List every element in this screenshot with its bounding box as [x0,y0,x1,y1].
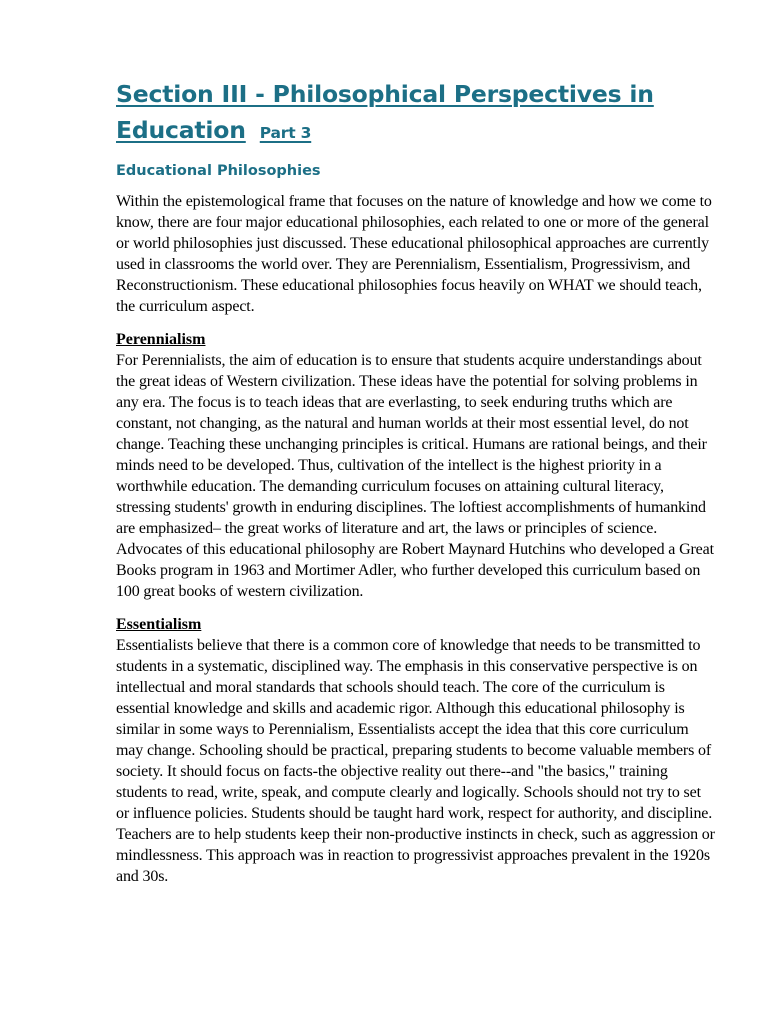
intro-paragraph: Within the epistemological frame that focuses on the nature of knowledge and how we come to know, there are four major educational philosophies, each related to one or more of the general or world philosophies just discussed. These educational philosophical approaches are currently used in classrooms the world over. They are Perennialism, Essentialism, Progressivism, and Reconstructionism. These educational philosophies focus heavily on WHAT we should teach, the curriculum aspect. [116,193,712,315]
document-page [116,76,716,887]
subheading: Educational Philosophies [116,163,321,179]
section-essentialism [116,614,716,887]
section-body: Essentialists believe that there is a common core of knowledge that needs to be transmitted to students in a systematic, disciplined way. The emphasis in this conservative perspective is on intellectual and moral standards that schools should teach. The core of the curriculum is essential knowledge and skills and academic rigor. Although this educational philosophy is similar in some ways to Perennialism, Essentialists accept the idea that this core curriculum may change. Schooling should be practical, preparing students to become valuable members of society. It should focus on facts-the objective reality out there--and "the basics," training students to read, write, speak, and compute clearly and logically. Schools should not try to set or influence policies. Students should be taught hard work, respect for authority, and discipline. Teachers are to help students keep their non-productive instincts in check, such as aggression or mindlessness. This approach was in reaction to progressivist approaches prevalent in the 1920s and 30s. [116,637,715,885]
part-label: Part 3 [259,124,312,142]
section-heading: Essentialism [116,616,202,633]
section-heading: Perennialism [116,331,206,348]
section-body: For Perennialists, the aim of education is to ensure that students acquire understandings about the great ideas of Western civilization. These ideas have the potential for solving problems in any era. The focus is to teach ideas that are everlasting, to seek enduring truths which are constant, not changing, as the natural and human worlds at their most essential level, do not change. Teaching these unchanging principles is critical. Humans are rational beings, and their minds need to be developed. Thus, cultivation of the intellect is the highest priority in a worthwhile education. The demanding curriculum focuses on attaining cultural literacy, stressing students' growth in enduring disciplines. The loftiest accomplishments of humankind are emphasized– the great works of literature and art, the laws or principles of science. Advocates of this educational philosophy are Robert Maynard Hutchins who developed a Great Books program in 1963 and Mortimer Adler, who further developed this curriculum based on 100 great books of western civilization. [116,352,714,600]
section-perennialism [116,329,716,602]
section-title-text: Section III - Philosophical Perspectives in Education [116,80,654,144]
section-title [116,76,716,151]
